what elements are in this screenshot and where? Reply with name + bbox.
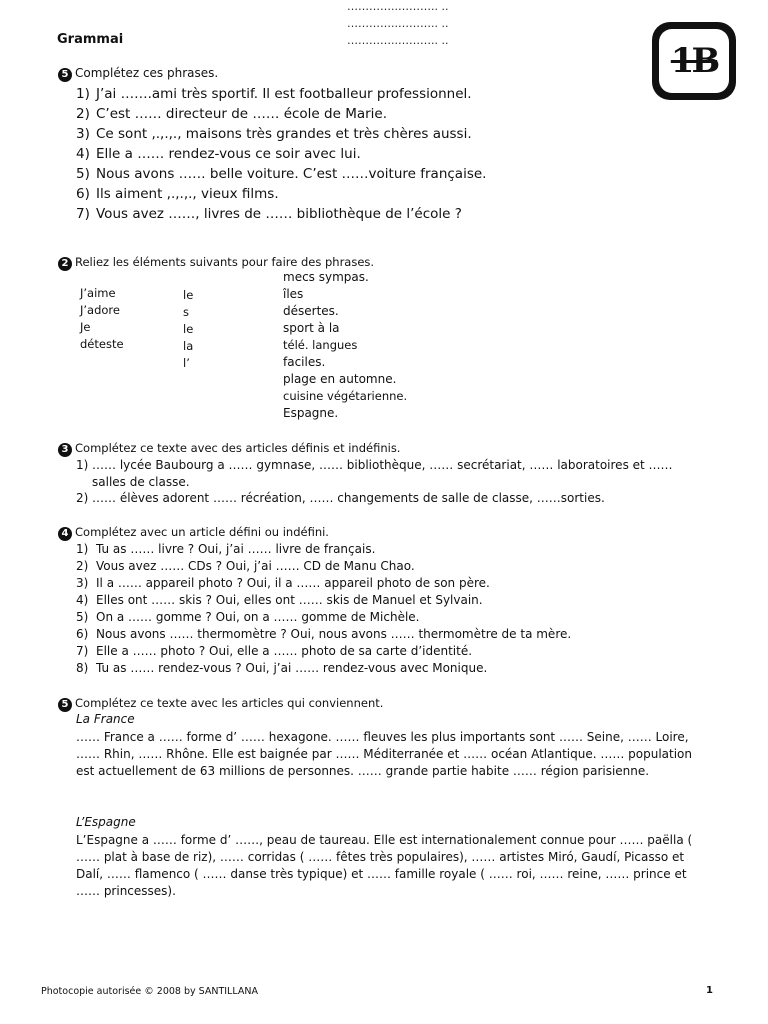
ex2-noun: cuisine végétarienne. bbox=[283, 389, 408, 403]
ex4-item: 4) Elles ont …… skis ? Oui, elles ont …… skis de Manuel et Sylvain. bbox=[76, 593, 483, 607]
ex2-col-articles bbox=[183, 287, 193, 372]
ex4-heading bbox=[58, 525, 329, 541]
ex3-instruction: Complétez ce texte avec des articles définis et indéfinis. bbox=[75, 441, 401, 455]
ex1-number: 5 bbox=[58, 68, 72, 82]
header-blank-line-1: …………..……….. .. bbox=[347, 0, 449, 13]
ex2-col-subjects bbox=[80, 285, 124, 353]
ex2-subject: J’adore bbox=[80, 303, 120, 317]
unit-badge bbox=[652, 22, 736, 100]
ex2-noun: mecs sympas. bbox=[283, 270, 369, 284]
ex4-instruction: Complétez avec un article défini ou indéfini. bbox=[75, 525, 329, 539]
ex4-item: 2) Vous avez …… CDs ? Oui, j’ai …… CD de Manu Chao. bbox=[76, 559, 415, 573]
ex2-subject: Je bbox=[80, 320, 91, 334]
ex5-instruction: Complétez ce texte avec les articles qui conviennent. bbox=[75, 696, 384, 710]
ex2-col-nouns bbox=[283, 269, 407, 422]
ex3-number: 3 bbox=[58, 443, 72, 457]
ex4-item: 8) Tu as …… rendez-vous ? Oui, j’ai …… rendez-vous avec Monique. bbox=[76, 661, 488, 675]
ex5-number: 5 bbox=[58, 698, 72, 712]
ex1-item: 1) J’ai …….ami très sportif. Il est footballeur professionnel. bbox=[76, 86, 472, 102]
ex5-france-title: La France bbox=[76, 712, 135, 726]
ex2-article: s bbox=[183, 305, 189, 319]
page-number: 1 bbox=[706, 985, 713, 996]
ex3-heading bbox=[58, 441, 400, 457]
ex3-item: 2) …… élèves adorent …… récréation, …… changements de salle de classe, ……sorties. bbox=[76, 491, 605, 505]
ex2-article: l’ bbox=[183, 356, 190, 370]
ex4-number: 4 bbox=[58, 527, 72, 541]
ex4-item: 7) Elle a …… photo ? Oui, elle a …… photo de sa carte d’identité. bbox=[76, 644, 473, 658]
ex1-item: 5) Nous avons …… belle voiture. C’est ……voiture française. bbox=[76, 166, 487, 182]
ex1-instruction: Complétez ces phrases. bbox=[75, 66, 219, 80]
page-title: Grammai bbox=[57, 32, 124, 47]
ex2-article: le bbox=[183, 322, 194, 336]
ex2-noun: îles bbox=[283, 287, 304, 301]
unit-badge-label: 1B bbox=[670, 41, 718, 81]
ex4-item: 6) Nous avons …… thermomètre ? Oui, nous avons …… thermomètre de ta mère. bbox=[76, 627, 572, 641]
footer-copyright: Photocopie autorisée © 2008 by SANTILLANA bbox=[41, 986, 258, 997]
ex5-heading bbox=[58, 696, 383, 712]
ex4-item: 1) Tu as …… livre ? Oui, j’ai …… livre de français. bbox=[76, 542, 376, 556]
ex1-item: 2) C’est …… directeur de …… école de Marie. bbox=[76, 106, 388, 122]
ex5-france-text: …… France a …… forme d’ …… hexagone. …… fleuves les plus importants sont …… Seine, …… Loire, …… Rhin, …… Rhône. Elle est baignée par …… Méditerranée et …… océan Atlantique. …… population est actuellement de 63 millions de personnes. …… grande partie habite …… région parisienne. bbox=[76, 730, 693, 778]
ex1-item: 3) Ce sont ,.,.,., maisons très grandes et très chères aussi. bbox=[76, 126, 472, 142]
ex2-subject: J’aime bbox=[80, 286, 116, 300]
ex2-noun: faciles. bbox=[283, 355, 326, 369]
ex2-instruction: Reliez les éléments suivants pour faire des phrases. bbox=[75, 255, 375, 269]
ex2-noun: Espagne. bbox=[283, 406, 339, 420]
ex1-item: 6) Ils aiment ,.,.,., vieux films. bbox=[76, 186, 279, 202]
ex3-item-continued: salles de classe. bbox=[92, 475, 190, 489]
ex2-noun: désertes. bbox=[283, 304, 339, 318]
header-blank-line-2: …………..……….. .. bbox=[347, 17, 449, 30]
ex2-noun: plage en automne. bbox=[283, 372, 397, 386]
ex1-item: 4) Elle a …… rendez-vous ce soir avec lui. bbox=[76, 146, 361, 162]
ex2-article: le bbox=[183, 288, 194, 302]
ex2-noun: sport à la bbox=[283, 321, 340, 335]
header-blank-line-3: …………..……….. .. bbox=[347, 34, 449, 47]
ex4-item: 3) Il a …… appareil photo ? Oui, il a …… appareil photo de son père. bbox=[76, 576, 490, 590]
ex2-article: la bbox=[183, 339, 194, 353]
ex5-spain-text: L’Espagne a …… forme d’ ……, peau de taureau. Elle est internationalement connue pour …… paëlla ( …… plat à base de riz), …… corridas ( …… fêtes très populaires), …… artistes Miró, Gaudí, Picasso et Dalí, …… flamenco ( …… danse très typique) et …… famille royale ( …… roi, …… reine, …… prince et …… princesses). bbox=[76, 833, 693, 898]
ex2-number: 2 bbox=[58, 257, 72, 271]
ex1-item: 7) Vous avez ……, livres de …… bibliothèque de l’école ? bbox=[76, 206, 462, 222]
ex3-item: 1) …… lycée Baubourg a …… gymnase, …… bibliothèque, …… secrétariat, …… laboratoires et …… bbox=[76, 458, 673, 472]
ex2-noun: télé. langues bbox=[283, 338, 358, 352]
ex1-heading bbox=[58, 66, 218, 82]
ex4-item: 5) On a …… gomme ? Oui, on a …… gomme de Michèle. bbox=[76, 610, 420, 624]
ex5-spain-title: L’Espagne bbox=[76, 815, 136, 829]
ex2-subject: déteste bbox=[80, 337, 124, 351]
